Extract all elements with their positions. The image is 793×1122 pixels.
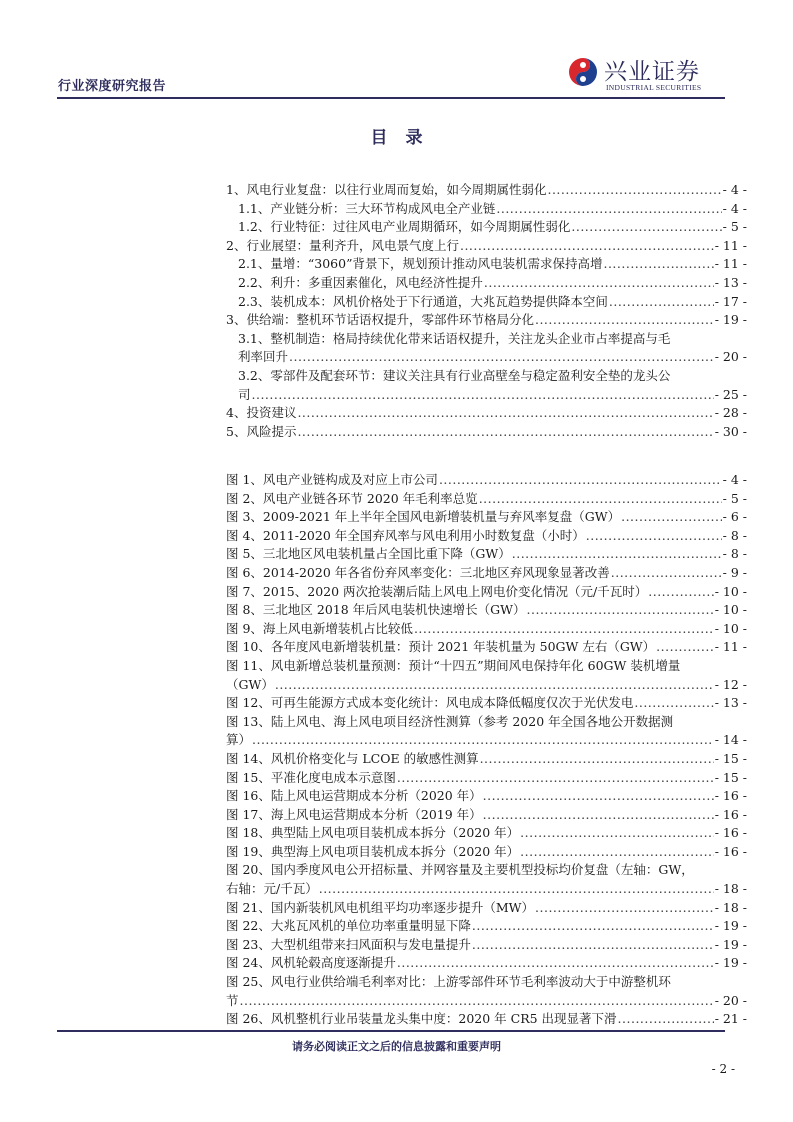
- figure-entry[interactable]: 图 14、风机价格变化与 LCOE 的敏感性测算 ..... - 15 -: [226, 750, 747, 769]
- leader-dots: [297, 404, 713, 423]
- toc-entry[interactable]: 2.3、装机成本：风机价格处于下行通道，大兆瓦趋势提供降本空间 ..... - 17 -: [226, 293, 747, 312]
- leader-dots: [656, 638, 714, 657]
- leader-dots: [483, 806, 714, 825]
- figure-entry[interactable]: 图 9、海上风电新增装机占比较低 ..... - 10 -: [226, 620, 747, 639]
- figure-entry[interactable]: 图 19、典型海上风电项目装机成本拆分（2020 年） ..... - 16 -: [226, 843, 747, 862]
- figure-entry[interactable]: 图 15、平准化度电成本示意图 ..... - 15 -: [226, 769, 747, 788]
- figures-list: [226, 471, 747, 1029]
- leader-dots: [512, 545, 722, 564]
- toc-entry[interactable]: 2.2、利升：多重因素催化，风电经济性提升 ..... - 13 -: [226, 274, 747, 293]
- toc-entry[interactable]: 4、投资建议 ..... - 28 -: [226, 404, 747, 423]
- leader-dots: [483, 787, 714, 806]
- figure-entry[interactable]: 图 3、2009-2021 年上半年全国风电新增装机量与弃风率复盘（GW） ..... - 6 -: [226, 508, 747, 527]
- figure-entry[interactable]: 图 17、海上风电运营期成本分析（2019 年） ..... - 16 -: [226, 806, 747, 825]
- figure-entry[interactable]: 图 8、三北地区 2018 年后风电装机快速增长（GW） ..... - 10 -: [226, 601, 747, 620]
- leader-dots: [252, 731, 714, 750]
- leader-dots: [618, 1010, 714, 1029]
- leader-dots: [648, 583, 713, 602]
- leader-dots: [479, 490, 722, 509]
- report-type-label: 行业深度研究报告: [58, 79, 167, 94]
- logo-swirl-icon: [568, 57, 598, 87]
- leader-dots: [439, 471, 722, 490]
- leader-dots: [397, 954, 714, 973]
- leader-dots: [480, 750, 714, 769]
- leader-dots: [472, 936, 714, 955]
- figure-entry[interactable]: 图 12、可再生能源方式成本变化统计：风电成本降低幅度仅次于光伏发电 ..... - 13 -: [226, 694, 747, 713]
- leader-dots: [240, 992, 714, 1011]
- leader-dots: [275, 676, 714, 695]
- leader-dots: [527, 601, 714, 620]
- header-divider: [57, 97, 725, 99]
- figure-entry[interactable]: 图 25、风电行业供给端毛利率对比：上游零部件环节毛利率波动大于中游整机环 节 ..... - 20 -: [226, 973, 747, 1010]
- footer-divider: [57, 1030, 725, 1032]
- toc-entry[interactable]: 1.1、产业链分析：三大环节构成风电全产业链 ..... - 4 -: [226, 200, 747, 219]
- figure-entry[interactable]: 图 20、国内季度风电公开招标量、并网容量及主要机型投标均价复盘（左轴：GW， 右轴：元/千瓦） ..... - 18 -: [226, 861, 747, 898]
- contents-list: [226, 181, 747, 441]
- toc-title: 目录: [370, 128, 441, 148]
- figure-entry[interactable]: 图 22、大兆瓦风机的单位功率重量明显下降 ..... - 19 -: [226, 917, 747, 936]
- figure-entry[interactable]: 图 11、风电新增总装机量预测：预计“十四五”期间风电保持年化 60GW 装机增量 （GW） ..... - 12 -: [226, 657, 747, 694]
- figure-entry[interactable]: 图 24、风机轮毂高度逐渐提升 ..... - 19 -: [226, 954, 747, 973]
- leader-dots: [535, 899, 714, 918]
- leader-dots: [289, 348, 714, 367]
- leader-dots: [460, 237, 714, 256]
- leader-dots: [472, 917, 714, 936]
- toc-entry[interactable]: 3、供给端：整机环节话语权提升，零部件环节格局分化 ..... - 19 -: [226, 311, 747, 330]
- leader-dots: [484, 274, 714, 293]
- leader-dots: [621, 508, 722, 527]
- company-logo: [568, 55, 728, 95]
- figure-entry[interactable]: 图 13、陆上风电、海上风电项目经济性测算（参考 2020 年全国各地公开数据测 算） ..... - 14 -: [226, 713, 747, 750]
- leader-dots: [414, 620, 714, 639]
- leader-dots: [611, 564, 722, 583]
- leader-dots: [535, 311, 714, 330]
- leader-dots: [547, 181, 721, 200]
- toc-entry[interactable]: 2、行业展望：量利齐升，风电景气度上行 ..... - 11 -: [226, 237, 747, 256]
- toc-entry[interactable]: 1、风电行业复盘：以往行业周而复始，如今周期属性弱化 ..... - 4 -: [226, 181, 747, 200]
- toc-entry[interactable]: 3.1、整机制造：格局持续优化带来话语权提升，关注龙头企业市占率提高与毛 利率回升 ..... - 20 -: [226, 330, 747, 367]
- figure-entry[interactable]: 图 16、陆上风电运营期成本分析（2020 年） ..... - 16 -: [226, 787, 747, 806]
- figure-entry[interactable]: 图 7、2015、2020 两次抢装潮后陆上风电上网电价变化情况（元/千瓦时） ..... - 10 -: [226, 583, 747, 602]
- leader-dots: [319, 880, 714, 899]
- leader-dots: [297, 423, 713, 442]
- toc-entry[interactable]: 1.2、行业特征：过往风电产业周期循环，如今周期属性弱化 ..... - 5 -: [226, 218, 747, 237]
- page-number: - 2 -: [711, 1062, 735, 1076]
- figure-entry[interactable]: 图 6、2014-2020 年各省份弃风率变化：三北地区弃风现象显著改善 ..... - 9 -: [226, 564, 747, 583]
- leader-dots: [520, 843, 714, 862]
- toc-entry[interactable]: 3.2、零部件及配套环节：建议关注具有行业高壁垒与稳定盈利安全垫的龙头公 司 ..... - 25 -: [226, 367, 747, 404]
- figure-entry[interactable]: 图 26、风机整机行业吊装量龙头集中度：2020 年 CR5 出现显著下滑 ..... - 21 -: [226, 1010, 747, 1029]
- leader-dots: [571, 218, 721, 237]
- leader-dots: [252, 386, 714, 405]
- toc-entry[interactable]: 2.1、量增：“3060”背景下，规划预计推动风电装机需求保持高增 ..... - 11 -: [226, 255, 747, 274]
- disclaimer-note: 请务必阅读正文之后的信息披露和重要声明: [292, 1040, 501, 1053]
- figure-entry[interactable]: 图 2、风电产业链各环节 2020 年毛利率总览 ..... - 5 -: [226, 490, 747, 509]
- leader-dots: [586, 527, 722, 546]
- figure-entry[interactable]: 图 18、典型陆上风电项目装机成本拆分（2020 年） ..... - 16 -: [226, 824, 747, 843]
- leader-dots: [397, 769, 714, 788]
- leader-dots: [520, 824, 714, 843]
- leader-dots: [496, 200, 721, 219]
- logo-name-en: INDUSTRIAL SECURITIES: [606, 83, 702, 92]
- figure-entry[interactable]: 图 21、国内新装机风电机组平均功率逐步提升（MW） ..... - 18 -: [226, 899, 747, 918]
- figure-entry[interactable]: 图 10、各年度风电新增装机量：预计 2021 年装机量为 50GW 左右（GW） ..... - 11 -: [226, 638, 747, 657]
- figure-entry[interactable]: 图 5、三北地区风电装机量占全国比重下降（GW） ..... - 8 -: [226, 545, 747, 564]
- figure-entry[interactable]: 图 4、2011-2020 年全国弃风率与风电利用小时数复盘（小时） ..... - 8 -: [226, 527, 747, 546]
- toc-entry[interactable]: 5、风险提示 ..... - 30 -: [226, 423, 747, 442]
- leader-dots: [634, 694, 713, 713]
- leader-dots: [609, 293, 714, 312]
- figure-entry[interactable]: 图 23、大型机组带来扫风面积与发电量提升 ..... - 19 -: [226, 936, 747, 955]
- leader-dots: [603, 255, 713, 274]
- logo-name-cn: 兴业证券: [604, 59, 700, 85]
- figure-entry[interactable]: 图 1、风电产业链构成及对应上市公司 ..... - 4 -: [226, 471, 747, 490]
